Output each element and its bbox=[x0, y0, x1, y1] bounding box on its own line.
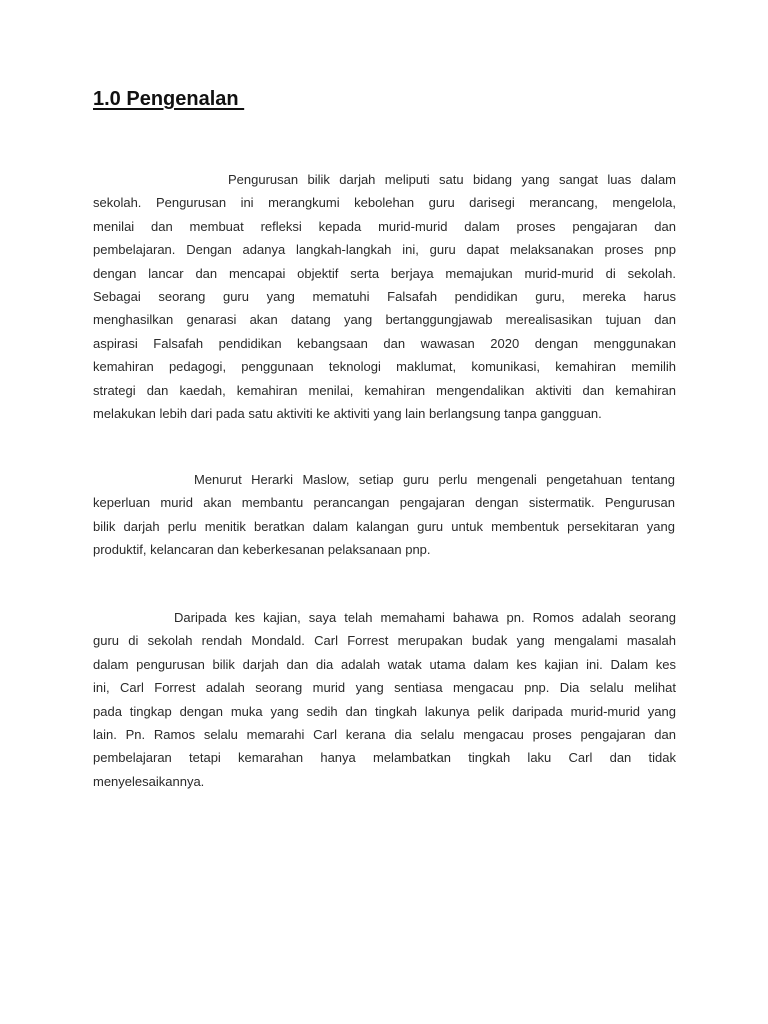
paragraph-line: dengan lancar dan mencapai objektif serta berjaya memajukan murid-murid di sekolah. bbox=[93, 265, 676, 281]
paragraph-line: menghasilkan genarasi akan datang yang bertanggungjawab merealisasikan tujuan dan bbox=[93, 312, 676, 328]
paragraph-line: menilai dan membuat refleksi kepada murid-murid dalam proses pengajaran dan bbox=[93, 218, 676, 234]
paragraph-line: Daripada kes kajian, saya telah memahami bahawa pn. Romos adalah seorang bbox=[174, 610, 676, 625]
paragraph-line: ini, Carl Forrest adalah seorang murid yang sentiasa mengacau pnp. Dia selalu melihat bbox=[93, 680, 676, 696]
paragraph-line: dalam pengurusan bilik darjah dan dia adalah watak utama dalam kes kajian ini. Dalam kes bbox=[93, 656, 676, 672]
paragraph-line: melakukan lebih dari pada satu aktiviti ke aktiviti yang lain berlangsung tanpa gangguan. bbox=[93, 406, 602, 422]
paragraph-line: pembelajaran tetapi kemarahan hanya melambatkan tingkah laku Carl dan tidak bbox=[93, 750, 676, 766]
paragraph-maslow bbox=[93, 468, 675, 562]
paragraph-line: pada tingkap dengan muka yang sedih dan tingkah lakunya pelik daripada murid-murid yang bbox=[93, 703, 676, 719]
paragraph-line: Menurut Herarki Maslow, setiap guru perlu mengenali pengetahuan tentang bbox=[194, 472, 675, 487]
paragraph-line: Pengurusan bilik darjah meliputi satu bidang yang sangat luas dalam bbox=[228, 172, 676, 187]
paragraph-line: sekolah. Pengurusan ini merangkumi kebolehan guru darisegi merancang, mengelola, bbox=[93, 195, 676, 211]
paragraph-line: strategi dan kaedah, kemahiran menilai, kemahiran mengendalikan aktiviti dan kemahiran bbox=[93, 382, 676, 398]
paragraph-line: pembelajaran. Dengan adanya langkah-langkah ini, guru dapat melaksanakan proses pnp bbox=[93, 242, 676, 258]
paragraph-line: kemahiran pedagogi, penggunaan teknologi maklumat, komunikasi, kemahiran memilih bbox=[93, 359, 676, 375]
paragraph-line: guru di sekolah rendah Mondald. Carl Forrest merupakan budak yang mengalami masalah bbox=[93, 633, 676, 649]
paragraph-line: Sebagai seorang guru yang mematuhi Falsafah pendidikan guru, mereka harus bbox=[93, 289, 676, 305]
paragraph-line: bilik darjah perlu menitik beratkan dalam kalangan guru untuk membentuk persekitaran yang bbox=[93, 518, 675, 534]
paragraph-line: lain. Pn. Ramos selalu memarahi Carl kerana dia selalu mengacau proses pengajaran dan bbox=[93, 727, 676, 743]
paragraph-line: aspirasi Falsafah pendidikan kebangsaan dan wawasan 2020 dengan menggunakan bbox=[93, 335, 676, 351]
paragraph-line: keperluan murid akan membantu perancangan pengajaran dengan sistermatik. Pengurusan bbox=[93, 495, 675, 511]
section-heading: 1.0 Pengenalan bbox=[93, 88, 245, 110]
paragraph-line: menyelesaikannya. bbox=[93, 773, 205, 789]
paragraph-pengurusan bbox=[93, 168, 676, 425]
paragraph-kes-kajian bbox=[93, 606, 676, 793]
paragraph-line: produktif, kelancaran dan keberkesanan pelaksanaan pnp. bbox=[93, 542, 431, 558]
